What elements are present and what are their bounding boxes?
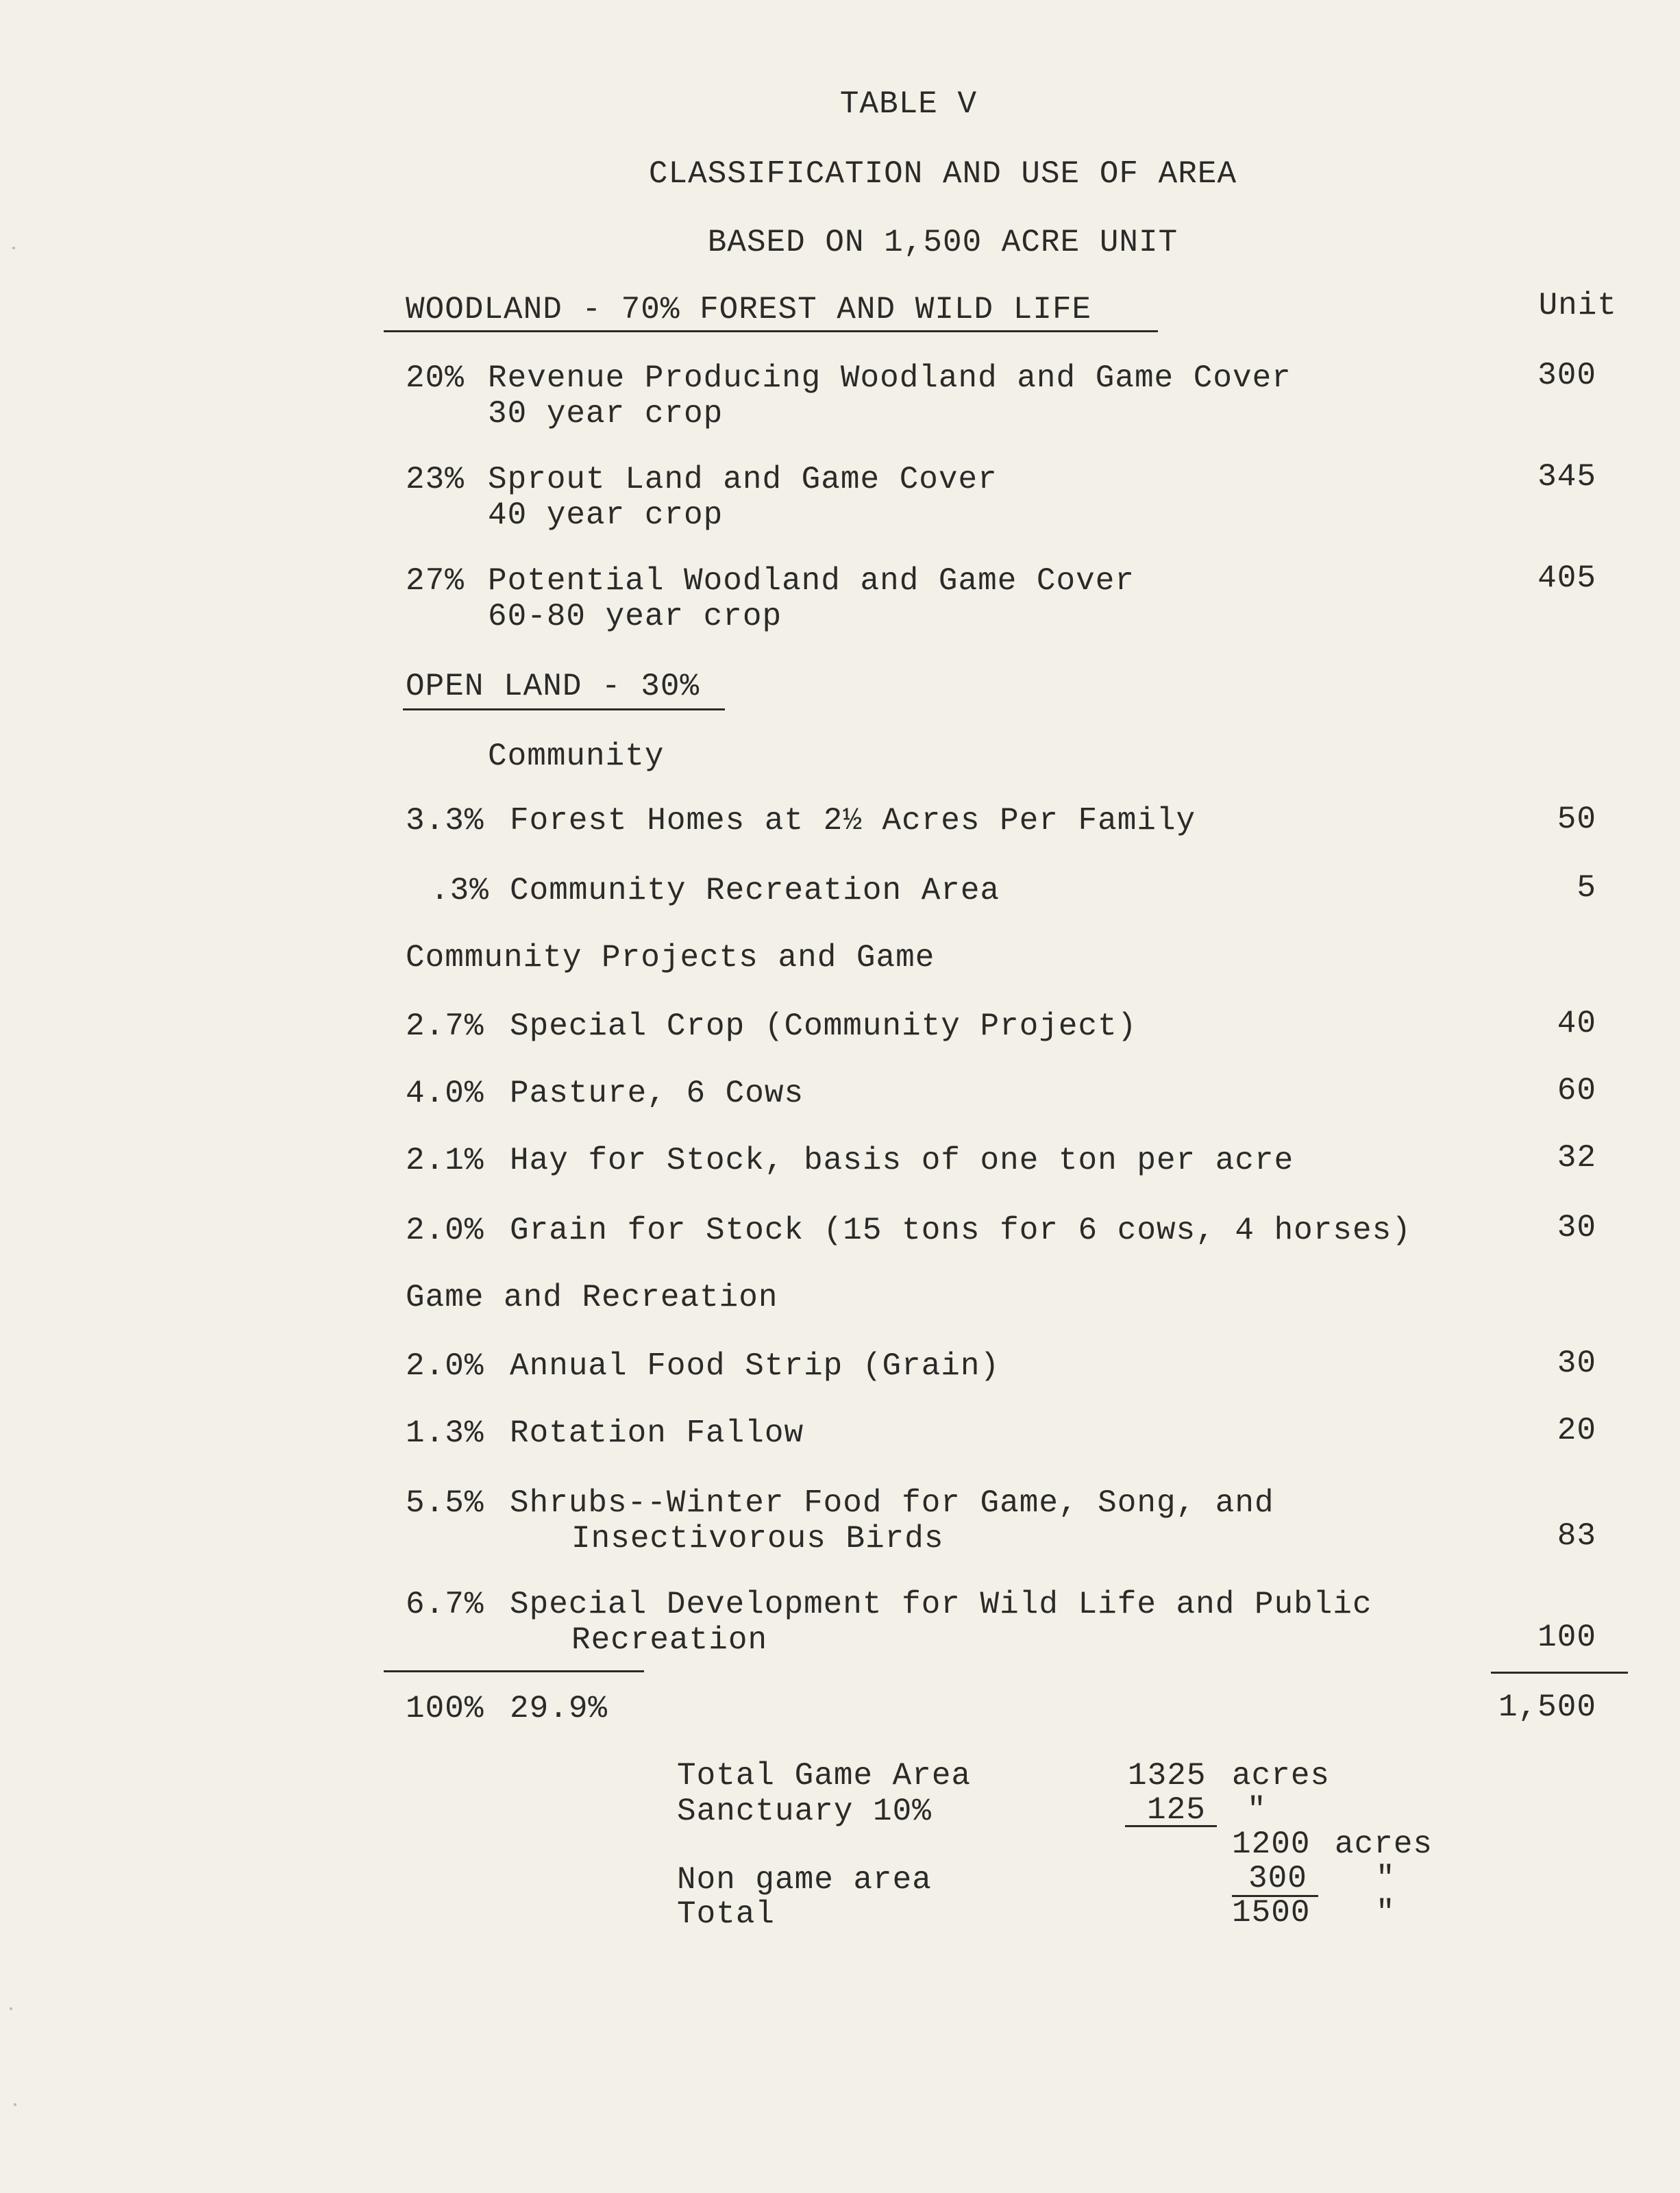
community-item-desc: Community Recreation Area (510, 873, 1000, 908)
game-item-pct: 5.5% (406, 1485, 484, 1521)
projects-item-pct: 2.0% (406, 1213, 484, 1248)
projects-item-pct: 4.0% (406, 1076, 484, 1111)
paper-speck (10, 2007, 12, 2010)
non-game-area-ditto: " (1376, 1861, 1396, 1896)
woodland-item-pct: 23% (406, 462, 465, 497)
sanctuary-ditto: " (1247, 1792, 1267, 1828)
woodland-item-sub: 40 year crop (488, 497, 724, 533)
community-item-pct: .3% (430, 873, 489, 908)
totals-rule-right (1491, 1672, 1628, 1674)
community-item-pct: 3.3% (406, 803, 484, 839)
woodland-item-unit: 300 (1537, 358, 1596, 393)
game-item-pct: 1.3% (406, 1415, 484, 1451)
projects-item-pct: 2.7% (406, 1008, 484, 1044)
table-number: TABLE V (839, 86, 978, 122)
sanctuary-underline (1125, 1825, 1217, 1827)
total-game-area-value: 1325 (1128, 1758, 1207, 1794)
woodland-item-desc: Potential Woodland and Game Cover (488, 563, 1135, 599)
game-item-unit: 83 (1557, 1518, 1596, 1554)
projects-item-desc: Pasture, 6 Cows (510, 1076, 804, 1111)
table-title: CLASSIFICATION AND USE OF AREA (648, 156, 1237, 192)
woodland-heading: WOODLAND - 70% FOREST AND WILD LIFE (406, 292, 1092, 327)
projects-item-desc: Grain for Stock (15 tons for 6 cows, 4 horses) (510, 1213, 1411, 1248)
game-item-sub: Insectivorous Birds (571, 1521, 944, 1557)
woodland-item-sub: 30 year crop (488, 396, 724, 432)
net-game-area-unit: acres (1335, 1826, 1433, 1862)
summary-total-label: Total (677, 1896, 776, 1932)
woodland-item-desc: Sprout Land and Game Cover (488, 462, 998, 497)
open-land-heading: OPEN LAND - 30% (406, 669, 700, 704)
game-item-pct: 2.0% (406, 1348, 484, 1384)
open-land-heading-underline (403, 708, 725, 710)
non-game-area-value: 300 (1248, 1861, 1307, 1896)
woodland-item-sub: 60-80 year crop (488, 599, 782, 634)
net-game-area-value: 1200 (1232, 1826, 1311, 1862)
game-item-sub: Recreation (571, 1622, 768, 1658)
woodland-item-unit: 405 (1537, 560, 1596, 596)
game-item-desc: Special Development for Wild Life and Public (510, 1587, 1372, 1622)
game-item-pct: 6.7% (406, 1587, 484, 1622)
woodland-item-pct: 20% (406, 360, 465, 396)
projects-item-unit: 40 (1557, 1006, 1596, 1041)
game-item-unit: 100 (1537, 1620, 1596, 1655)
game-label: Game and Recreation (406, 1280, 778, 1315)
total-pct: 100% (406, 1691, 484, 1726)
projects-item-unit: 32 (1557, 1140, 1596, 1176)
totals-rule-left (384, 1670, 644, 1672)
unit-total: 1,500 (1498, 1689, 1596, 1725)
woodland-item-desc: Revenue Producing Woodland and Game Cover (488, 360, 1292, 396)
paper-speck (14, 2103, 16, 2106)
game-item-desc: Rotation Fallow (510, 1415, 804, 1451)
game-item-unit: 30 (1557, 1346, 1596, 1381)
woodland-item-unit: 345 (1537, 459, 1596, 495)
game-item-desc: Shrubs--Winter Food for Game, Song, and (510, 1485, 1274, 1521)
community-item-desc: Forest Homes at 2½ Acres Per Family (510, 803, 1196, 839)
woodland-item-pct: 27% (406, 563, 465, 599)
open-land-total-pct: 29.9% (510, 1691, 608, 1726)
summary-total-value: 1500 (1232, 1895, 1311, 1931)
table-basis: BASED ON 1,500 ACRE UNIT (707, 225, 1178, 260)
game-item-desc: Annual Food Strip (Grain) (510, 1348, 1000, 1384)
projects-item-unit: 30 (1557, 1210, 1596, 1246)
projects-label: Community Projects and Game (406, 940, 935, 976)
community-label: Community (488, 739, 665, 774)
projects-item-desc: Special Crop (Community Project) (510, 1008, 1137, 1044)
non-game-area-label: Non game area (677, 1862, 932, 1898)
unit-column-header: Unit (1538, 288, 1617, 323)
sanctuary-value: 125 (1147, 1792, 1206, 1828)
game-item-unit: 20 (1557, 1413, 1596, 1448)
community-item-unit: 50 (1557, 802, 1596, 837)
paper-speck (12, 247, 15, 249)
total-game-area-unit: acres (1232, 1758, 1331, 1794)
projects-item-desc: Hay for Stock, basis of one ton per acre (510, 1143, 1294, 1178)
woodland-heading-underline (384, 330, 1158, 332)
sanctuary-label: Sanctuary 10% (677, 1794, 932, 1829)
community-item-unit: 5 (1577, 870, 1596, 906)
total-game-area-label: Total Game Area (677, 1758, 972, 1794)
summary-total-ditto: " (1376, 1895, 1396, 1931)
projects-item-pct: 2.1% (406, 1143, 484, 1178)
projects-item-unit: 60 (1557, 1073, 1596, 1108)
